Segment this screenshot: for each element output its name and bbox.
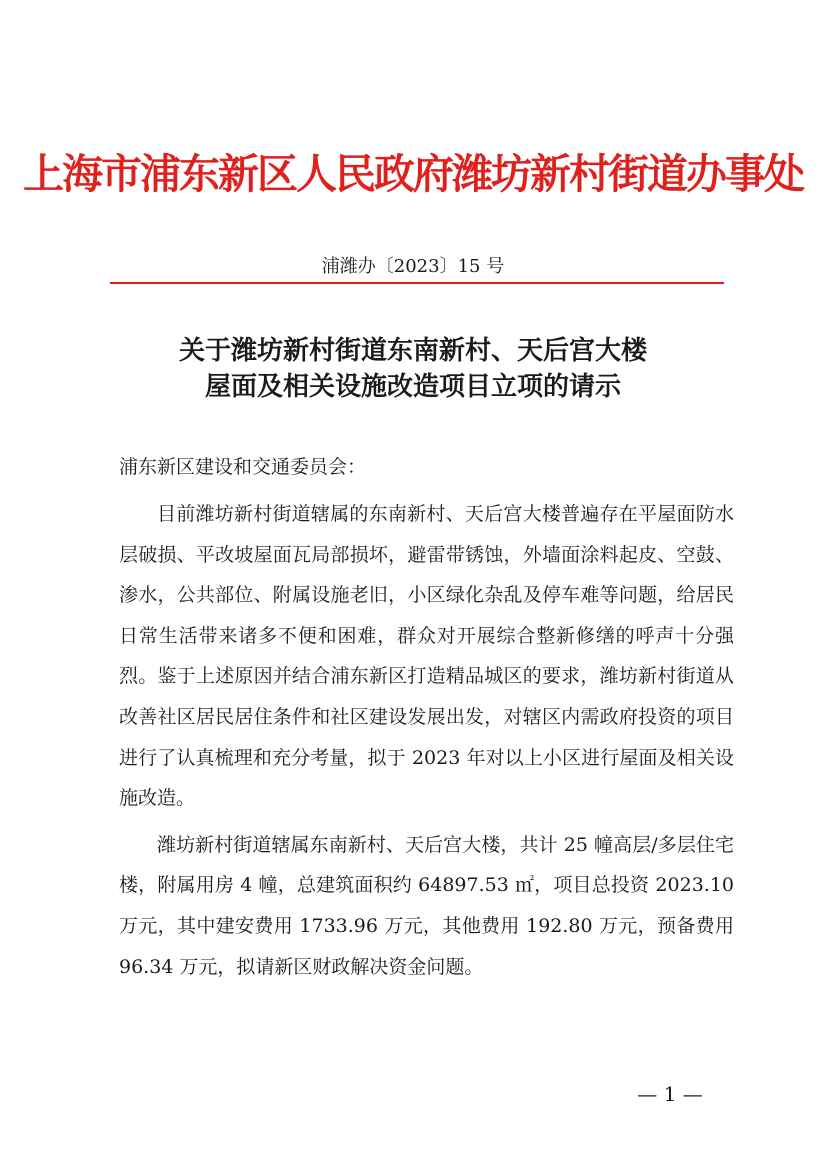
addressee: 浦东新区建设和交通委员会： — [119, 456, 367, 478]
document-number: 浦潍办〔2023〕15 号 — [321, 256, 505, 277]
document-subject — [0, 333, 826, 405]
subject-line-2: 屋面及相关设施改造项目立项的请示 — [204, 372, 621, 402]
document-body — [119, 494, 734, 987]
body-paragraph-1: 目前潍坊新村街道辖属的东南新村、天后宫大楼普遍存在平屋面防水层破损、平改坡屋面瓦局部损坏，避雷带锈蚀，外墙面涂料起皮、空鼓、渗水，公共部位、附属设施老旧，小区绿化杂乱及停车难等问题，给居民日常生活带来诸多不便和困难，群众对开展综合整新修缮的呼声十分强烈。鉴于上述原因并结合浦东新区打造精品城区的要求，潍坊新村街道从改善社区居民居住条件和社区建设发展出发，对辖区内需政府投资的项目进行了认真梳理和充分考量，拟于 2023 年对以上小区进行屋面及相关设施改造。 — [119, 503, 734, 810]
subject-line-1: 关于潍坊新村街道东南新村、天后宫大楼 — [178, 336, 647, 366]
page-number: — 1 — — [637, 1082, 703, 1106]
red-separator-line — [110, 282, 724, 284]
body-paragraph-2: 潍坊新村街道辖属东南新村、天后宫大楼，共计 25 幢高层/多层住宅楼，附属用房 4 幢，总建筑面积约 64897.53 ㎡，项目总投资 2023.10 万元，其中建安费用 1733.96 万元，其他费用 192.80 万元，预备费用 96.34 万元，拟请新区财政解决资金问题。 — [119, 833, 734, 978]
issuing-authority-title: 上海市浦东新区人民政府潍坊新村街道办事处 — [23, 150, 803, 198]
